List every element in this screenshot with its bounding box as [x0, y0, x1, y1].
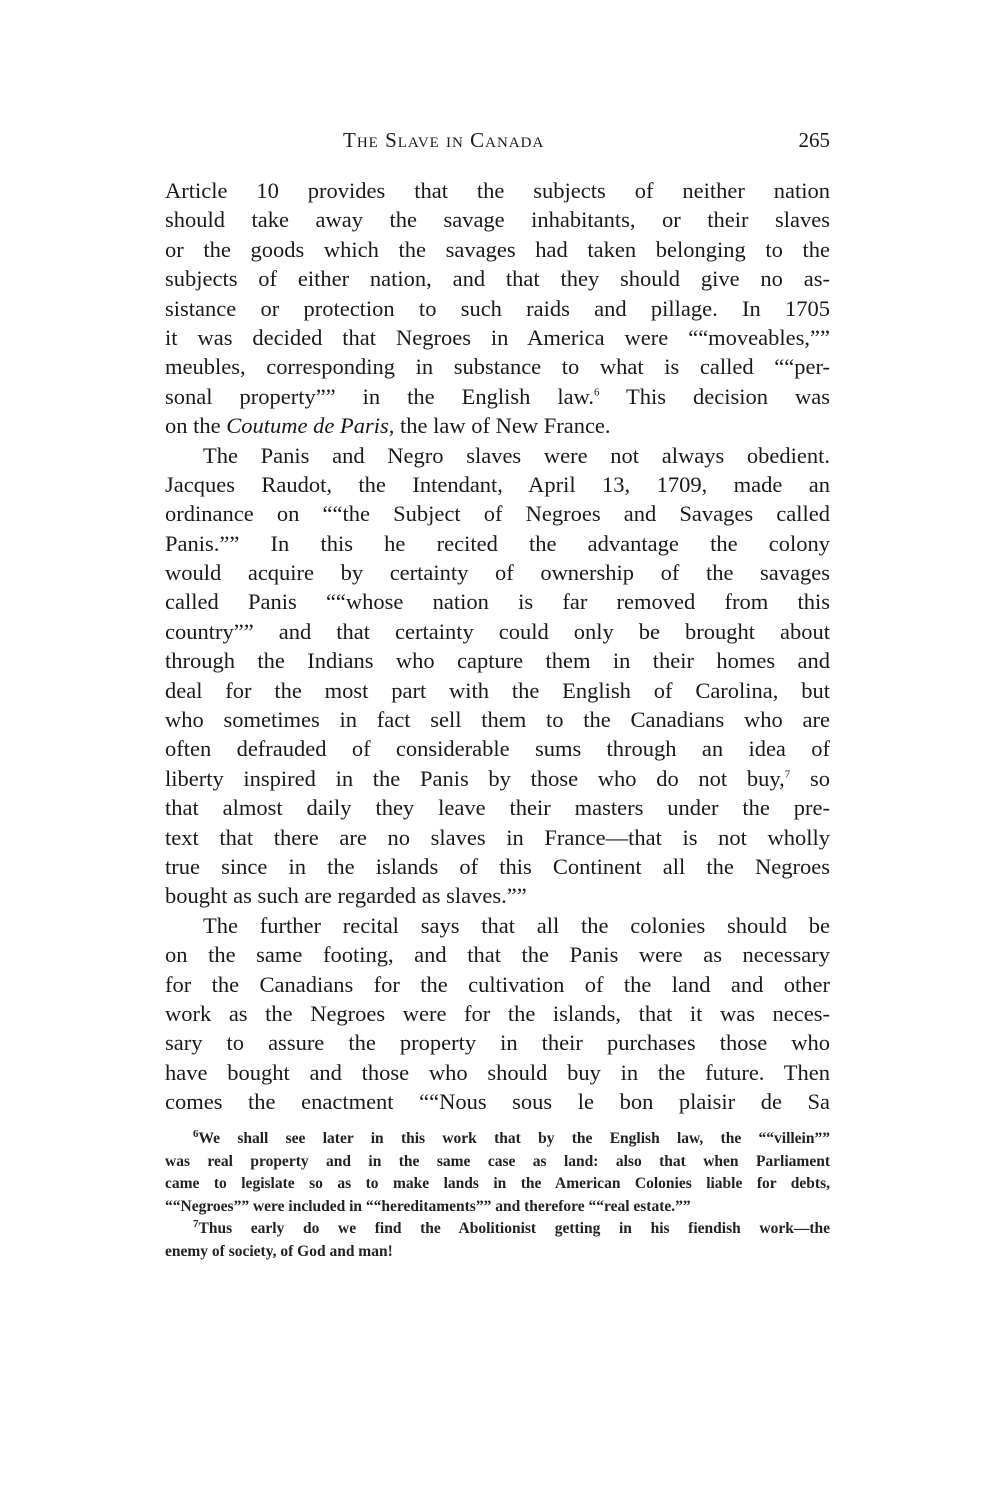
text-line: bought as such are regarded as slaves.”” [165, 883, 527, 909]
running-title: The Slave in Canada [343, 128, 545, 152]
footnote-marker-6: 6 [193, 1127, 199, 1140]
text-line-with-footnote-ref: sonal property”” in the English law.$^6$ This decision was [165, 383, 830, 409]
running-head [165, 128, 830, 158]
text-line: on the Coutume de Paris, the law of New France. [165, 413, 611, 439]
text-line: Article 10 provides that the subjects of neither nation [165, 178, 830, 203]
footnote-marker-7: 7 [193, 1217, 199, 1230]
text-line: work as the Negroes were for the islands, that it was neces- [165, 1000, 830, 1026]
text-line: meubles, corresponding in substance to what is called ““per- [165, 354, 830, 380]
text-line: true since in the islands of this Continent all the Negroes [165, 853, 830, 879]
text-line: often defrauded of considerable sums through an idea of [165, 736, 830, 762]
text-line: country”” and that certainty could only be brought about [165, 618, 830, 644]
text-line: who sometimes in fact sell them to the Canadians who are [165, 707, 830, 733]
footnote-7-line: $^7$Thus early do we find the Abolitionist getting in his fiendish work—the [193, 1217, 830, 1237]
body-text [165, 176, 830, 1117]
text-line: Jacques Raudot, the Intendant, April 13, 1709, made an [165, 471, 830, 497]
text-line: on the same footing, and that the Panis were as necessary [165, 942, 830, 968]
text-line: The Panis and Negro slaves were not always obedient. [203, 442, 830, 468]
text-line: comes the enactment ““Nous sous le bon plaisir de Sa [165, 1089, 830, 1115]
text-line: it was decided that Negroes in America were ““moveables,”” [165, 324, 830, 350]
text-line: deal for the most part with the English of Carolina, but [165, 677, 830, 703]
text-line: or the goods which the savages had taken belonging to the [165, 236, 830, 262]
text-line: that almost daily they leave their masters under the pre- [165, 795, 830, 821]
footnote-7-line: enemy of society, of God and man! [165, 1242, 393, 1260]
footnotes [165, 1128, 830, 1263]
footnote-6-line: $^6$We shall see later in this work that by the English law, the ““villein”” [193, 1127, 830, 1147]
footnote-ref-6[interactable]: 6 [593, 386, 600, 399]
text-line: for the Canadians for the cultivation of the land and other [165, 971, 830, 997]
text-line: sistance or protection to such raids and pillage. In 1705 [165, 295, 830, 321]
footnote-6-line: came to legislate so as to make lands in the American Colonies liable for debts, [165, 1175, 830, 1192]
footnote-ref-7[interactable]: 7 [784, 768, 791, 781]
text-line: Panis.”” In this he recited the advantage the colony [165, 530, 830, 556]
text-line: would acquire by certainty of ownership of the savages [165, 560, 830, 586]
text-line: ordinance on ““the Subject of Negroes and Savages called [165, 501, 830, 527]
italic-title: Coutume de Paris, [226, 413, 395, 439]
text-line: through the Indians who capture them in their homes and [165, 648, 830, 674]
text-line-with-footnote-ref: liberty inspired in the Panis by those who do not buy,$^7$ so [165, 765, 830, 791]
footnote-6-line: ““Negroes”” were included in ““hereditaments”” and therefore ““real estate.”” [165, 1197, 691, 1215]
text-line: The further recital says that all the colonies should be [203, 912, 830, 938]
text-line: have bought and those who should buy in the future. Then [165, 1059, 830, 1085]
footnote-6-line: was real property and in the same case as land: also that when Parliament [165, 1152, 830, 1170]
page-number: 265 [798, 128, 830, 152]
text-line: sary to assure the property in their purchases those who [165, 1030, 830, 1056]
text-line: text that there are no slaves in France—that is not wholly [165, 824, 830, 850]
text-line: subjects of either nation, and that they should give no as- [165, 266, 830, 292]
text-line: should take away the savage inhabitants, or their slaves [165, 207, 830, 233]
text-line: called Panis ““whose nation is far removed from this [165, 589, 830, 615]
